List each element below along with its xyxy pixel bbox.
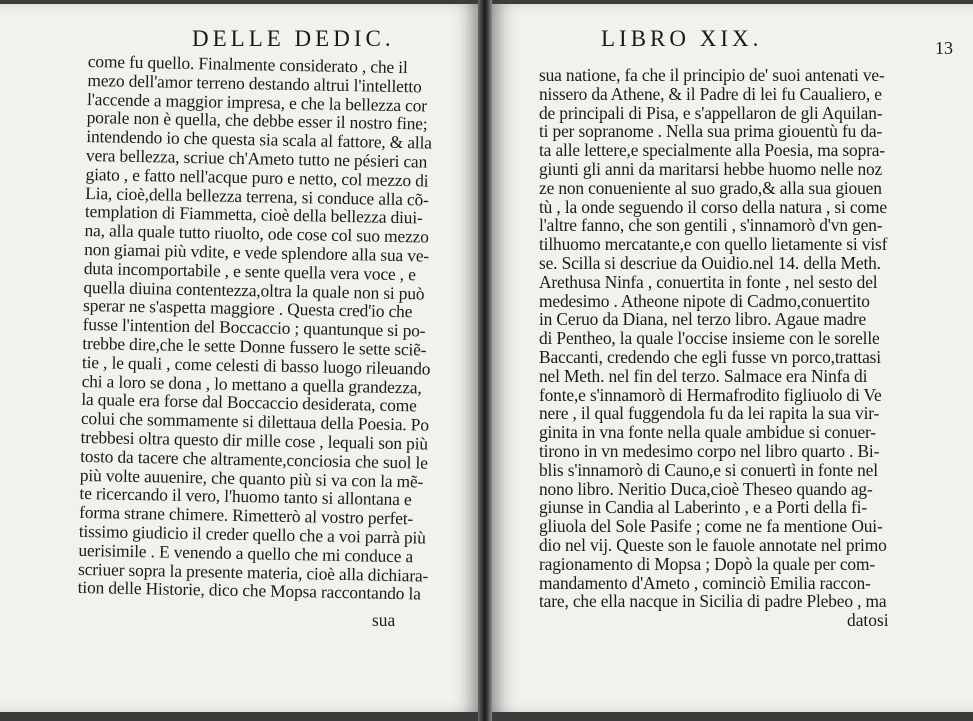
text-line: colui che sommamente si dilettaua della Poesia. Po: [80, 408, 430, 435]
running-head-right: LIBRO XIX.: [601, 26, 763, 51]
text-line: templation di Fiammetta, cioè della bellezza diui-: [84, 201, 423, 228]
text-line: chi a loro se dona , lo mettano a quella grandezza,: [81, 370, 422, 398]
text-line: giato , e fatto nell'acque puro e netto, col mezzo di: [85, 163, 429, 191]
text-line: sperar ne s'aspetta maggiore . Questa cred'io che: [82, 295, 413, 322]
text-line: medesimo . Atheone nipote di Cadmo,conuertito: [539, 290, 870, 311]
text-line: come fu quello. Finalmente considerato , che il: [87, 51, 408, 78]
text-line: tosto da tacere che altramente,conciosia che suol le: [80, 445, 428, 473]
text-line: nono libro. Neritio Duca,cioè Theseo quando ag-: [539, 478, 873, 499]
text-line: nel Meth. nel fin del terzo. Salmace era Ninfa di: [539, 365, 868, 386]
text-line: la quale era forse dal Boccaccio desiderata, come: [81, 389, 417, 416]
text-line: sua natione, fa che il principio de' suoi antenati ve-: [539, 65, 885, 85]
text-line: ta alle lettere,e specialmente alla Poesia, ma sopra-: [539, 140, 885, 161]
text-line: nissero da Athene, & il Padre di lei fu Caualiero, e: [539, 83, 882, 104]
text-line: blis s'innamorò di Cauno,e si conuertì in fonte nel: [539, 459, 878, 480]
text-line: più volte auuenire, che quanto più si va con la mẽ-: [79, 464, 424, 492]
text-line: ragionamento di Mopsa ; Dopò la quale per com-: [539, 553, 875, 574]
text-line: vera bellezza, scriue ch'Ameto tutto ne pésieri can: [85, 144, 428, 172]
text-line: trebbe dire,che le sette Donne fussero le sette sciẽ-: [82, 332, 427, 360]
left-page: [0, 4, 481, 712]
text-line: mezo dell'amor terreno destando altrui l'intelletto: [87, 69, 422, 97]
text-line: mandamento d'Ameto , cominciò Emilia raccon-: [539, 572, 871, 593]
text-line: quella diuina contentezza,oltra la quale non si può: [83, 276, 425, 304]
text-line: intendendo io che questa sia scala al fattore, & alla: [86, 126, 433, 153]
text-line: forma strane chimere. Rimetterò al vostro perfet-: [78, 502, 414, 529]
text-line: Baccanti, credendo che egli fusse vn porco,trattasi: [539, 346, 881, 367]
text-line: ti per sopranome . Nella sua prima giouentù fu da-: [539, 121, 883, 142]
text-line: te ricercando il vero, l'huomo tanto si allontana e: [79, 483, 412, 510]
text-line: non giamai più vdite, e vede splendore alla sua ve-: [84, 238, 430, 266]
text-line: l'accende a maggior impresa, e che la bellezza cor: [86, 88, 428, 116]
text-line: scriuer sopra la presente materia, cioè alla dichiara-: [77, 558, 429, 586]
text-line: giunti gli anni da maritarsi hebbe huomo nelle noz: [539, 158, 883, 179]
text-line: fonte,e s'innamorò di Hermafrodito figliuolo di Ve: [539, 384, 882, 405]
right-page: [489, 4, 973, 712]
text-line: tie , le quali , come celesti di basso luogo rileuando: [81, 351, 431, 379]
catchword-left: sua: [372, 610, 396, 630]
text-line: de principali di Pisa, e s'appellaron de gli Aquilan-: [539, 102, 883, 123]
text-line: dio nel vij. Queste son le fauole annotate nel primo: [539, 534, 887, 555]
text-line: in Ceruo da Diana, nel terzo libro. Agaue madre: [539, 309, 867, 330]
text-line: tare, che ella nacque in Sicilia di padre Plebeo , ma: [539, 591, 887, 612]
right-page-text: [539, 66, 939, 611]
catchword-right: datosi: [847, 610, 889, 630]
text-line: tù , la onde seguendo il corso della natura , si come: [539, 196, 887, 217]
text-line: porale non è quella, che debbe esser il nostro fine;: [86, 107, 428, 134]
text-line: l'altre fanno, che son gentili , s'innamorò d'vn gen-: [539, 215, 883, 236]
text-line: Arethusa Ninfa , conuertita in fonte , nel sesto del: [539, 271, 878, 292]
text-line: ze non conueniente al suo grado,& alla sua giouen: [539, 177, 882, 198]
text-line: tion delle Historie, dico che Mopsa raccontando la: [77, 577, 421, 604]
text-line: tilhuomo mercatante,e con quello lietamente si visf: [539, 234, 888, 255]
text-line: tirono in vn medesimo corpo nel libro quarto . Bi-: [539, 440, 880, 461]
book-gutter: [478, 0, 492, 721]
text-line: gliuola del Sole Pasife ; come ne fa mentione Oui-: [539, 516, 883, 537]
text-line: na, alla quale tutto riuolto, ode cose col suo mezzo: [84, 220, 429, 247]
text-line: giunse in Candia al Laberinto , e a Porti della fi-: [539, 497, 867, 518]
text-line: uerisimile . E venendo a quello che mi conduce a: [78, 539, 414, 567]
text-line: trebbesi oltra questo dir mille cose , lequali son più: [80, 426, 429, 454]
running-head-left: DELLE DEDIC.: [192, 26, 395, 51]
text-line: tissimo giudicio il creder quello che a voi parrà più: [78, 520, 426, 548]
left-page-text: [78, 52, 460, 604]
text-line: duta incomportabile , e sente quella vera voce , e: [83, 257, 416, 285]
text-line: di Pentheo, la quale l'occise insieme con le sorelle: [539, 328, 880, 349]
text-line: ginita in vna fonte nella quale ambidue si conuer-: [539, 422, 876, 443]
folio-number: 13: [935, 38, 953, 58]
text-line: Lia, cioè,della bellezza terrena, si conduce alla cõ-: [85, 182, 429, 210]
text-line: se. Scilla si descriue da Ouidio.nel 14. della Meth.: [539, 252, 881, 273]
text-line: nere , il qual fuggendola fu da lei rapita la sua vir-: [539, 403, 880, 424]
text-line: fusse l'intention del Boccaccio ; quantunque si po-: [82, 314, 426, 341]
